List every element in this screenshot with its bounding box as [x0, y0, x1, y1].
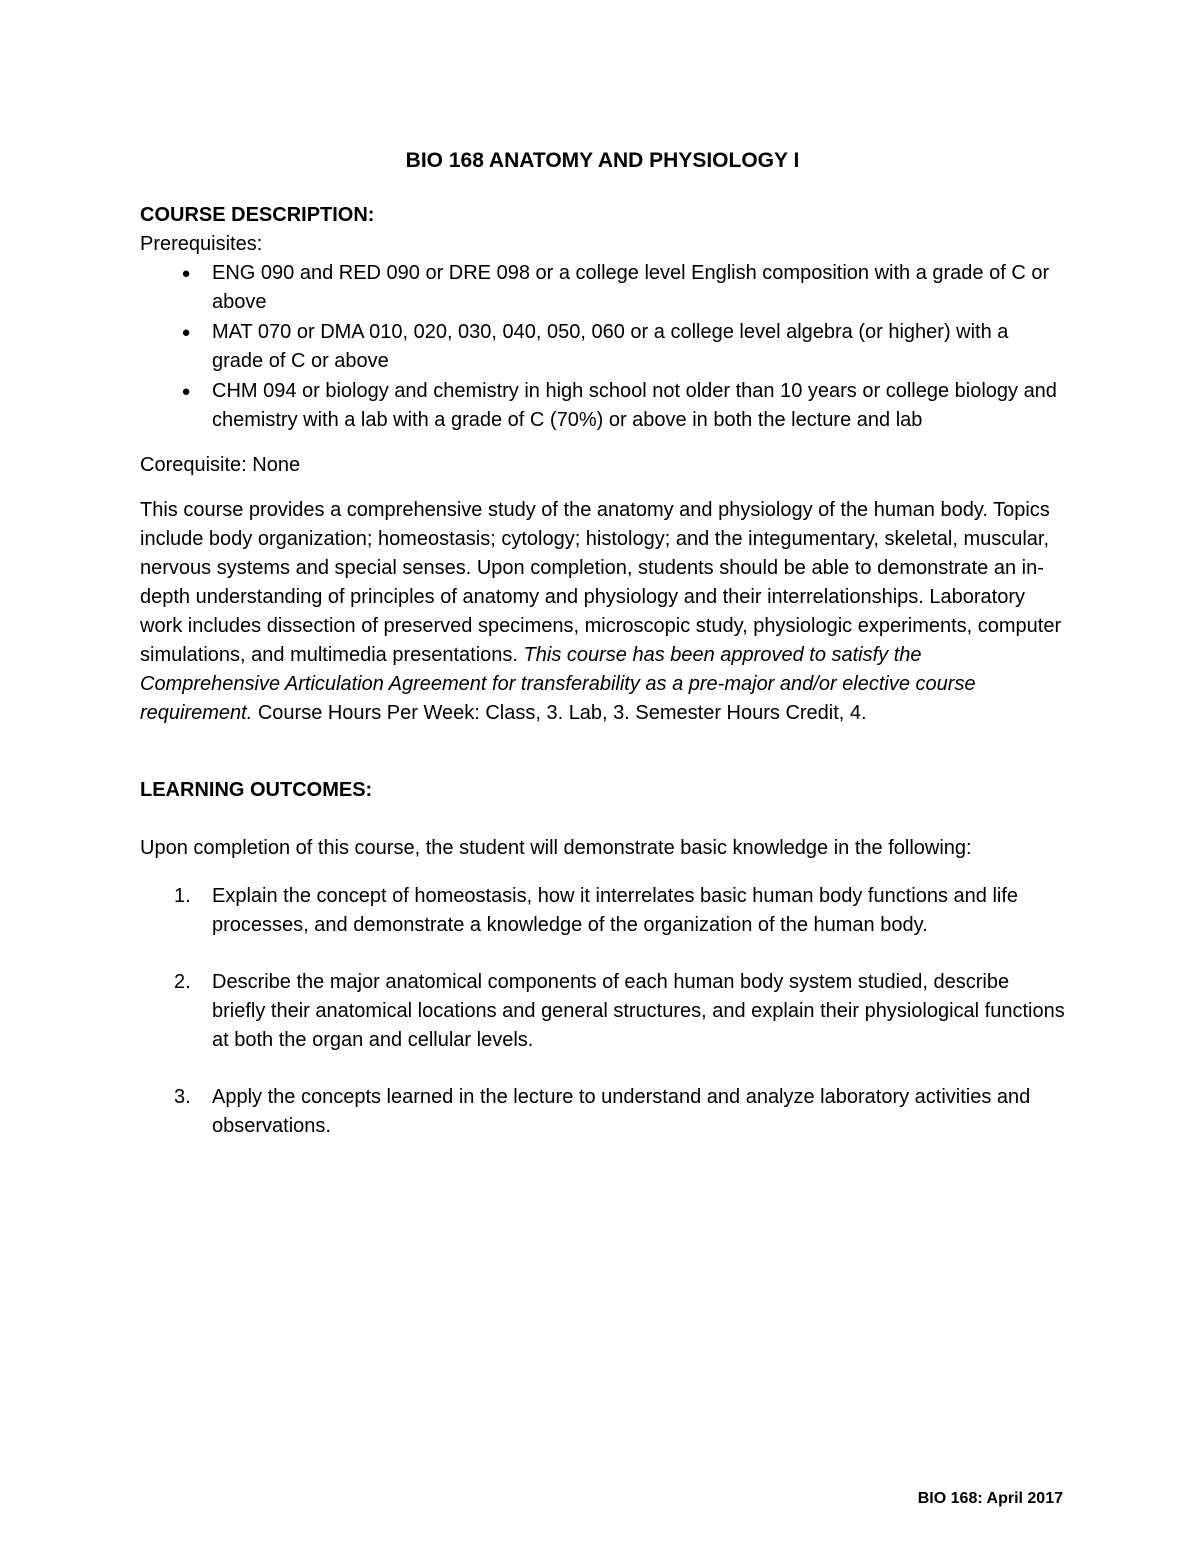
outcome-text: Apply the concepts learned in the lecture to understand and analyze laboratory activities and observations.: [212, 1086, 1031, 1137]
learning-outcomes-intro: Upon completion of this course, the student will demonstrate basic knowledge in the following:: [140, 837, 972, 859]
outcome-item: [140, 1083, 1065, 1141]
course-hours-text: Course Hours Per Week: Class, 3. Lab, 3. Semester Hours Credit, 4.: [252, 702, 867, 724]
document-title: BIO 168 ANATOMY AND PHYSIOLOGY I: [405, 149, 800, 172]
outcome-text: Explain the concept of homeostasis, how it interrelates basic human body functions and life processes, and demonstrate a knowledge of the organization of the human body.: [212, 885, 1019, 936]
outcome-number: 2.: [174, 971, 191, 993]
course-description-paragraph: [140, 496, 1065, 728]
prerequisite-text: MAT 070 or DMA 010, 020, 030, 040, 050, 060 or a college level algebra (or higher) with a grade of C or above: [212, 321, 1009, 372]
prerequisite-text: ENG 090 and RED 090 or DRE 098 or a college level English composition with a grade of C or above: [212, 262, 1050, 313]
outcome-item: [140, 882, 1065, 940]
page-footer: BIO 168: April 2017: [917, 1490, 1063, 1507]
outcome-number: 1.: [174, 885, 191, 907]
learning-outcomes-list: [140, 882, 1065, 1141]
bullet-icon: ●: [181, 383, 191, 400]
prerequisite-item: [140, 377, 1065, 435]
outcome-number: 3.: [174, 1086, 191, 1108]
learning-outcomes-heading: LEARNING OUTCOMES:: [140, 779, 373, 801]
articulation-agreement-note: This course has been approved to satisfy the Comprehensive Articulation Agreement for transferability as a pre-major and/or elective course requirement.: [140, 644, 976, 724]
document-body: [140, 146, 1065, 1169]
prerequisite-item: [140, 259, 1065, 317]
bullet-icon: ●: [181, 324, 191, 341]
prerequisites-label: Prerequisites:: [140, 233, 263, 255]
description-text: This course provides a comprehensive study of the anatomy and physiology of the human body. Topics include body organization; homeostasis; cytology; histology; and the integumentary, skeletal, muscular, nervous systems and special senses. Upon completion, students should be able to demonstrate an in-depth understanding of principles of anatomy and physiology and their interrelationships. Laboratory work includes dissection of preserved specimens, microscopic study, physiologic experiments, computer simulations, and multimedia presentations.: [140, 499, 1062, 666]
bullet-icon: ●: [181, 265, 191, 282]
course-description-heading: COURSE DESCRIPTION:: [140, 204, 375, 226]
outcome-text: Describe the major anatomical components of each human body system studied, describe briefly their anatomical locations and general structures, and explain their physiological functions at both the organ and cellular levels.: [212, 971, 1065, 1051]
outcome-item: [140, 968, 1065, 1055]
prerequisite-text: CHM 094 or biology and chemistry in high school not older than 10 years or college biology and chemistry with a lab with a grade of C (70%) or above in both the lecture and lab: [212, 380, 1057, 431]
prerequisites-list: [140, 259, 1065, 435]
corequisite-line: Corequisite: None: [140, 454, 301, 476]
prerequisite-item: [140, 318, 1065, 376]
